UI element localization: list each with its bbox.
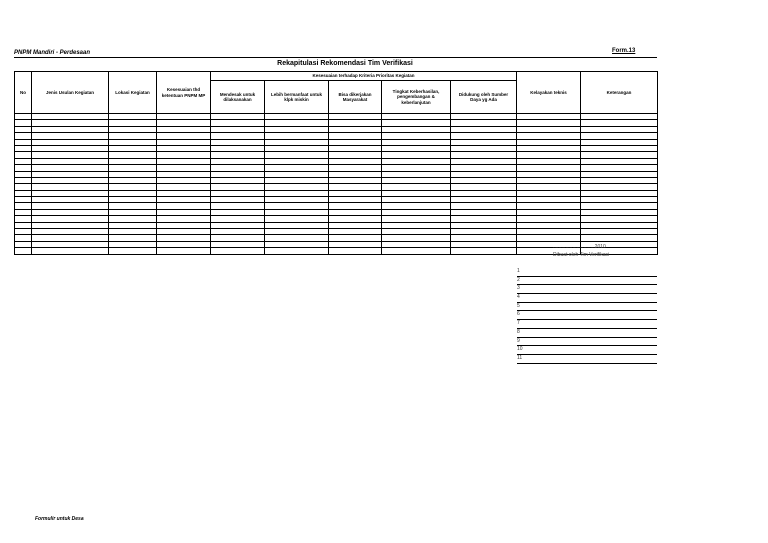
header-no: No [15, 72, 32, 114]
header-group-kriteria: Kesesuaian terhadap Kriteria Prioritas Kegiatan [211, 72, 517, 81]
header-kelayakan-teknis: Kelayakan teknis [517, 72, 581, 114]
signature-date: ..............................2010 [553, 244, 606, 250]
header-bermanfaat: Lebih bermanfaat untuk klpk miskin [265, 81, 329, 114]
table-cell [109, 248, 157, 254]
table-cell [451, 248, 517, 254]
header-rule [14, 57, 657, 58]
signature-made-by: Dibuat oleh Tim Verifikasi [553, 252, 610, 258]
signature-line: 10 [517, 346, 657, 355]
header-tingkat-keberhasilan: Tingkat Keberhasilan, pengembangan & keberlanjutan [382, 81, 451, 114]
signature-line: 2 [517, 277, 657, 286]
table-cell [265, 248, 329, 254]
table-cell [15, 248, 32, 254]
header-lokasi: Lokasi Kegiatan [109, 72, 157, 114]
signature-line: 11 [517, 355, 657, 364]
signature-line: 1 [517, 268, 657, 277]
header-mendesak: Mendesak untuk dilaksanakan [211, 81, 265, 114]
footer-note: Formulir untuk Desa [35, 516, 84, 522]
signature-list [517, 268, 657, 364]
table-cell [211, 248, 265, 254]
signature-line: 5 [517, 303, 657, 312]
header-kesesuaian-ketentuan: Kesesuaian thd ketentuan PNPM MP [157, 72, 211, 114]
organization-name: PNPM Mandiri - Perdesaan [14, 50, 91, 56]
signature-line: 4 [517, 294, 657, 303]
header-didukung-sumber-daya: Didukung oleh Sumber Daya yg Ada [451, 81, 517, 114]
form-number: Form.13 [612, 48, 636, 54]
signature-line: 3 [517, 285, 657, 294]
signature-line: 6 [517, 311, 657, 320]
table-cell [32, 248, 109, 254]
table-cell [157, 248, 211, 254]
verification-table [14, 71, 658, 255]
table-body [15, 114, 658, 255]
page-title: Rekapitulasi Rekomendasi Tim Verifikasi [277, 60, 413, 67]
table-cell [382, 248, 451, 254]
signature-line: 7 [517, 320, 657, 329]
signature-line: 8 [517, 329, 657, 338]
header-keterangan: Keterangan [581, 72, 658, 114]
table-cell [329, 248, 382, 254]
header-jenis-usulan: Jenis Usulan Kegiatan [32, 72, 109, 114]
header-bisa-dikerjakan: Bisa dikerjakan Masyarakat [329, 81, 382, 114]
signature-line: 9 [517, 338, 657, 347]
